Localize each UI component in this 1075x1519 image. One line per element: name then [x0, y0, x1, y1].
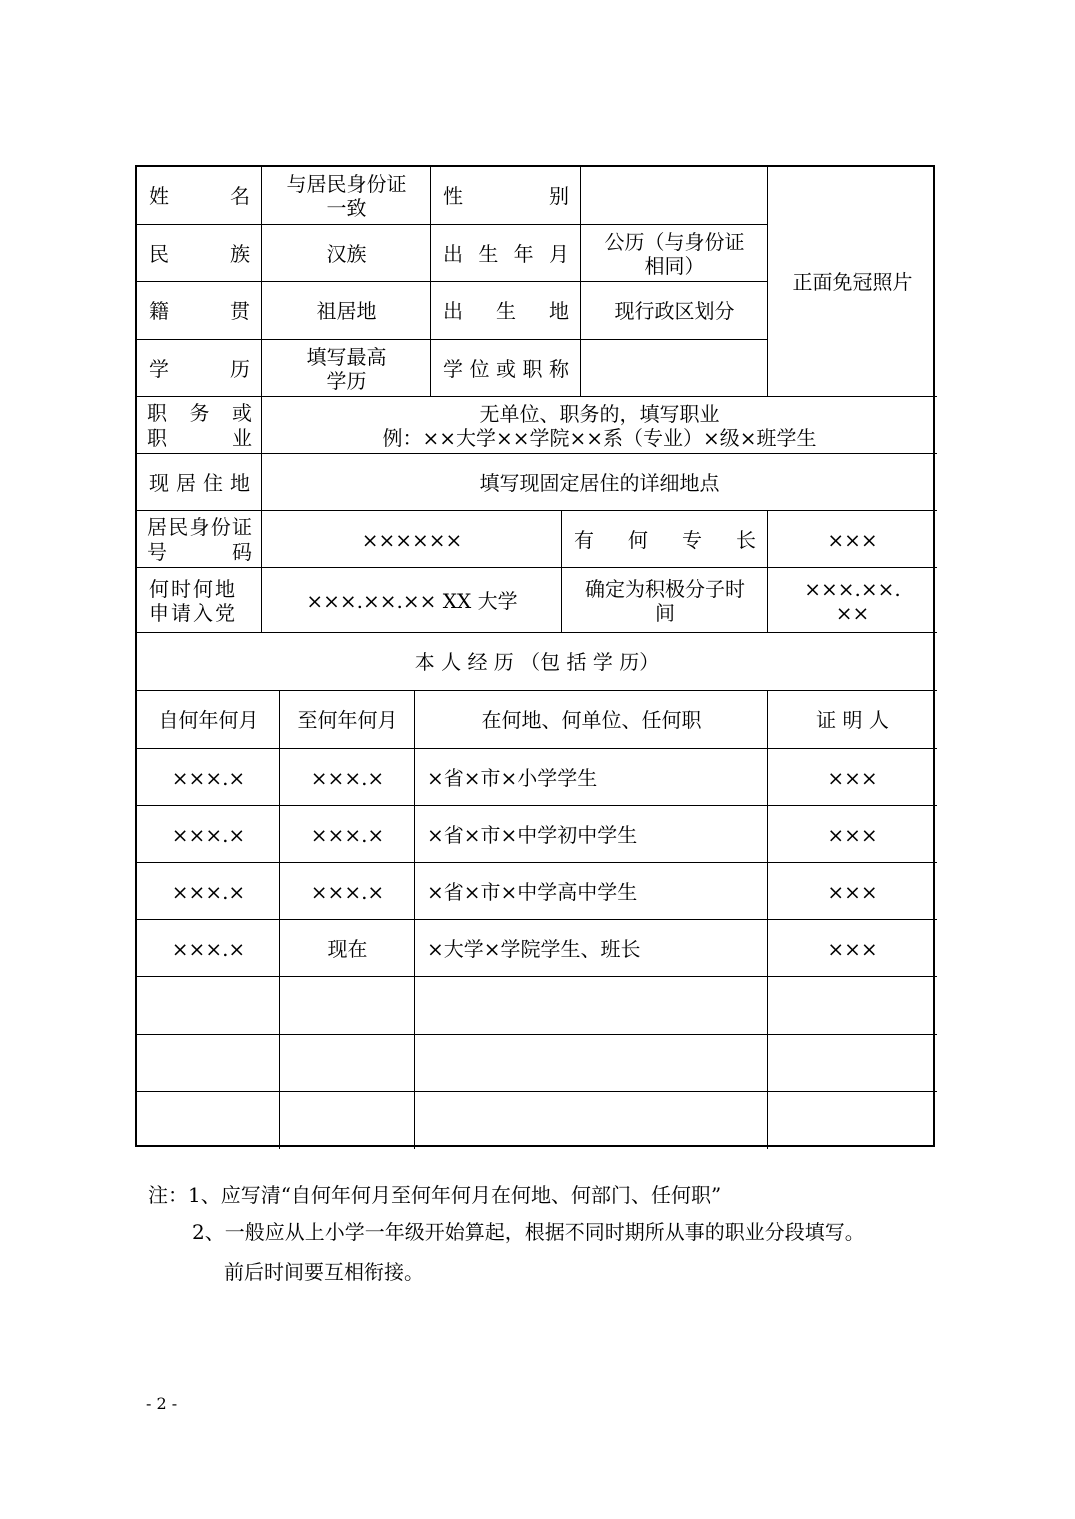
experience-row-2-col-4: ××× [827, 822, 878, 847]
page-number: - 2 - [146, 1394, 178, 1413]
experience-row-7-col-2 [280, 1092, 415, 1149]
birth-label [431, 225, 581, 282]
specialty-label [562, 511, 768, 568]
gender-value [581, 167, 768, 225]
experience-row-2-col-2: ×××.× [310, 822, 385, 847]
experience-row-1-col-1: ×××.× [171, 765, 246, 790]
activist-date-value: ×××.××. ×× [804, 576, 901, 625]
id-number-label [137, 511, 262, 568]
id-number-value: ×××××× [361, 527, 463, 552]
experience-row-3-col-4: ××× [827, 879, 878, 904]
gender-label-text: 性 别 [443, 184, 569, 208]
experience-row-1-col-3: ×省×市×小学学生 [427, 765, 598, 790]
experience-row-6-col-4 [768, 1035, 937, 1092]
position-value: 无单位、职务的，填写职业 例：××大学××学院××系（专业）×级×班学生 [382, 401, 817, 450]
education-label [137, 340, 262, 397]
experience-row-3-col-2: ×××.× [310, 879, 385, 904]
position-label-line-1: 职 务 或 [147, 400, 252, 425]
experience-row-4-col-4: ××× [827, 936, 878, 961]
experience-row-1-col-4: ××× [827, 765, 878, 790]
residence-value: 填写现固定居住的详细地点 [479, 470, 720, 495]
experience-row-1-col-2: ×××.× [310, 765, 385, 790]
ethnicity-label [137, 225, 262, 282]
name-label-text: 姓 名 [149, 184, 250, 208]
experience-row-5-col-4 [768, 977, 937, 1035]
degree-label-text: 学 位 或 职 称 [443, 356, 569, 381]
gender-label [431, 167, 581, 225]
experience-row-7-col-4 [768, 1092, 937, 1149]
note-line-3: 前后时间要互相衔接。 [224, 1260, 424, 1284]
position-label [137, 397, 262, 454]
id-number-label-line-2: 号 码 [147, 539, 252, 564]
degree-value [581, 340, 768, 397]
applicant-form-table [135, 165, 935, 1147]
experience-header-3: 在何地、何单位、任何职 [481, 708, 702, 732]
name-value: 与居民身份证 一致 [286, 172, 407, 220]
name-label [137, 167, 262, 225]
experience-row-6-col-1 [137, 1035, 280, 1092]
experience-header-4: 证 明 人 [816, 708, 889, 732]
native-place-value: 祖居地 [316, 299, 377, 323]
birthplace-label-text: 出 生 地 [443, 299, 569, 323]
education-value: 填写最高 学历 [306, 344, 387, 393]
position-label-line-2: 职 业 [147, 425, 252, 450]
experience-row-3-col-3: ×省×市×中学高中学生 [427, 879, 638, 904]
experience-row-4-col-3: ×大学×学院学生、班长 [427, 936, 641, 961]
experience-row-5-col-1 [137, 977, 280, 1035]
degree-label [431, 340, 581, 397]
experience-row-4-col-2: 现在 [327, 936, 368, 961]
party-application-label: 何时何地 申请入党 [149, 576, 237, 625]
native-place-label [137, 282, 262, 340]
birthplace-value: 现行政区划分 [614, 299, 735, 323]
experience-header-2: 至何年何月 [297, 708, 398, 732]
residence-label-text: 现 居 住 地 [149, 470, 250, 495]
note-line-2: 2、一般应从上小学一年级开始算起，根据不同时期所从事的职业分段填写。 [192, 1220, 865, 1244]
ethnicity-label-text: 民 族 [149, 241, 250, 266]
experience-header-1: 自何年何月 [158, 708, 259, 732]
experience-row-5-col-2 [280, 977, 415, 1035]
experience-row-6-col-3 [415, 1035, 768, 1092]
specialty-label-text: 有 何 专 长 [574, 527, 756, 552]
residence-label [137, 454, 262, 511]
birth-value: 公历（与身份证 相同） [604, 229, 745, 278]
experience-row-5-col-3 [415, 977, 768, 1035]
ethnicity-value: 汉族 [326, 241, 367, 266]
experience-row-7-col-3 [415, 1092, 768, 1149]
experience-row-7-col-1 [137, 1092, 280, 1149]
experience-row-2-col-1: ×××.× [171, 822, 246, 847]
experience-row-4-col-1: ×××.× [171, 936, 246, 961]
photo-placeholder: 正面免冠照片 [792, 270, 913, 294]
id-number-label-line-1: 居 民 身 份 证 [147, 514, 252, 539]
experience-row-2-col-3: ×省×市×中学初中学生 [427, 822, 638, 847]
native-place-label-text: 籍 贯 [149, 299, 250, 323]
specialty-value: ××× [827, 527, 878, 552]
experience-row-6-col-2 [280, 1035, 415, 1092]
activist-date-label: 确定为积极分子时 间 [585, 576, 745, 625]
birthplace-label [431, 282, 581, 340]
party-application-value: ×××.××.×× XX 大学 [306, 588, 518, 613]
note-line-1: 注：1、应写清“自何年何月至何年何月在何地、何部门、任何职” [148, 1183, 722, 1207]
education-label-text: 学 历 [149, 356, 250, 381]
birth-label-text: 出 生 年 月 [443, 241, 569, 266]
experience-section-title: 本 人 经 历 （包 括 学 历） [414, 650, 660, 674]
experience-row-3-col-1: ×××.× [171, 879, 246, 904]
